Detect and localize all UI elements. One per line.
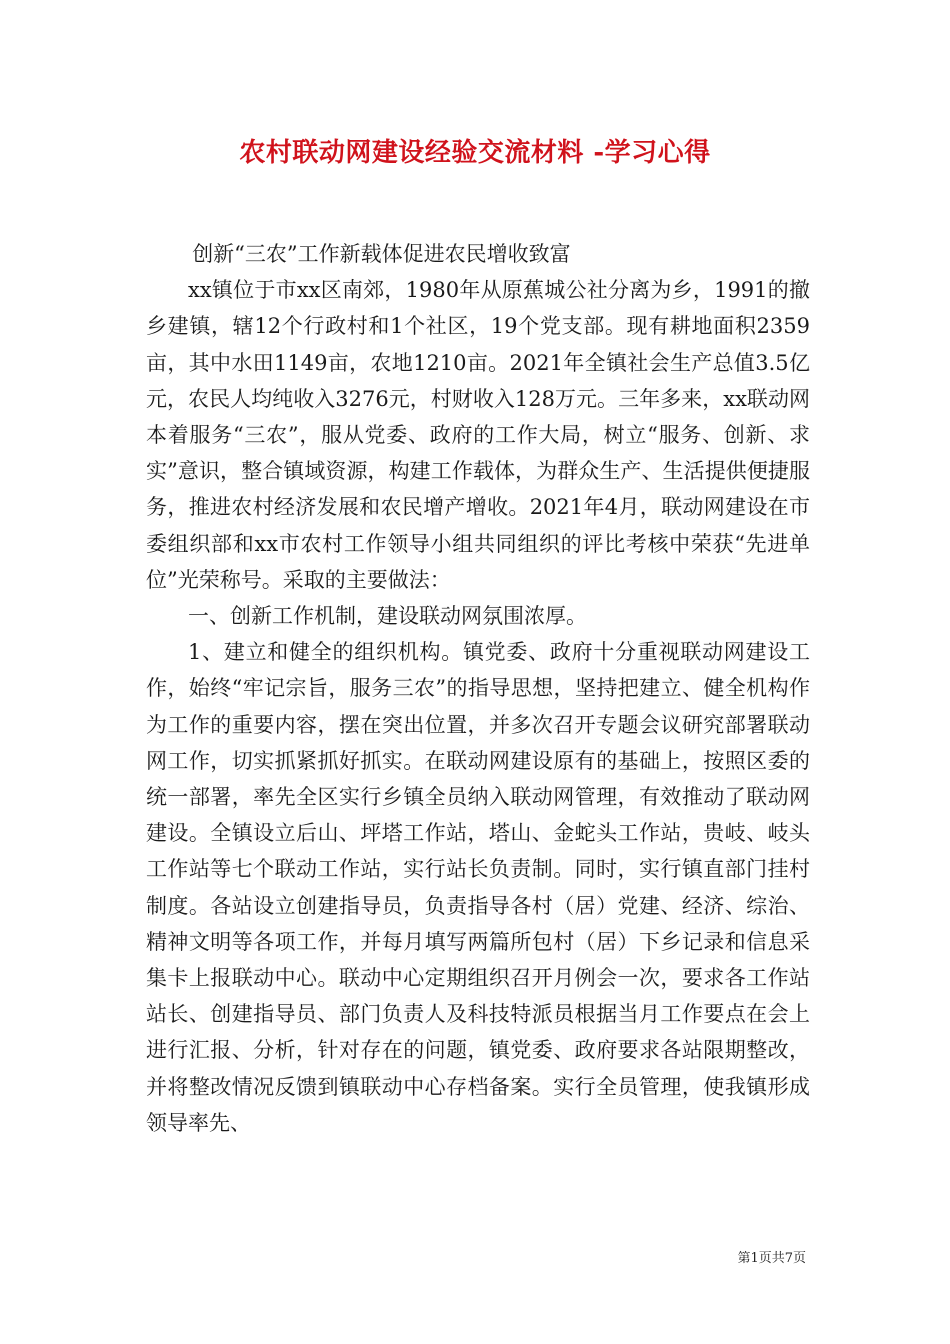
document-subtitle: 创新“三农”工作新载体促进农民增收致富 xyxy=(192,242,571,266)
paragraph-intro: xx镇位于市xx区南郊，1980年从原蕉城公社分离为乡，1991的撤乡建镇，辖12个行政村和1个社区，19个党支部。现有耕地面积2359亩，其中水田1149亩，农地1210亩。2021年全镇社会生产总值3.5亿元，农民人均纯收入3276元，村财收入128万元。三年多来，xx联动网本着服务“三农”，服从党委、政府的工作大局，树立“服务、创新、求实”意识，整合镇域资源，构建工作载体，为群众生产、生活提供便捷服务，推进农村经济发展和农民增产增收。2021年4月，联动网建设在市委组织部和xx市农村工作领导小组共同组织的评比考核中荣获“先进单位”光荣称号。采取的主要做法： xyxy=(146,278,810,592)
document-title: 农村联动网建设经验交流材料 -学习心得 xyxy=(239,138,711,168)
paragraph-section-1-1: 1、建立和健全的组织机构。镇党委、政府十分重视联动网建设工作，始终“牢记宗旨，服务三农”的指导思想，坚持把建立、健全机构作为工作的重要内容，摆在突出位置，并多次召开专题会议研究部署联动网工作，切实抓紧抓好抓实。在联动网建设原有的基础上，按照区委的统一部署，率先全区实行乡镇全员纳入联动网管理，有效推动了联动网建设。全镇设立后山、坪塔工作站，塔山、金蛇头工作站，贵岐、岐头工作站等七个联动工作站，实行站长负责制。同时，实行镇直部门挂村制度。各站设立创建指导员，负责指导各村（居）党建、经济、综治、精神文明等各项工作，并每月填写两篇所包村（居）下乡记录和信息采集卡上报联动中心。联动中心定期组织召开月例会一次，要求各工作站站长、创建指导员、部门负责人及科技特派员根据当月工作要点在会上进行汇报、分析，针对存在的问题，镇党委、政府要求各站限期整改，并将整改情况反馈到镇联动中心存档备案。实行全员管理，使我镇形成领导率先、 xyxy=(146,640,810,1135)
page-number-footer: 第1页共7页 xyxy=(737,1251,806,1266)
section-heading-1: 一、创新工作机制，建设联动网氛围浓厚。 xyxy=(188,604,587,629)
document-body xyxy=(146,236,810,1141)
